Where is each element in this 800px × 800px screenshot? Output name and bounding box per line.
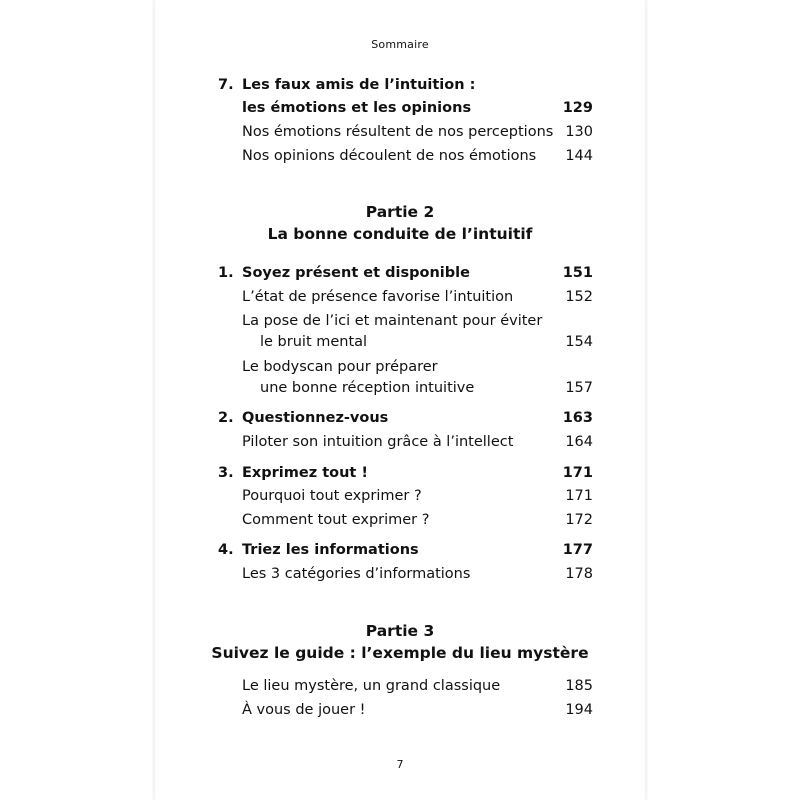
toc-entry[interactable] [155,485,645,507]
toc-entry[interactable] [155,509,645,531]
book-page [155,0,645,800]
entry-page: 130 [565,124,593,140]
toc-entry-line2[interactable] [155,377,645,399]
chapter-title: Exprimez tout ! [242,465,368,481]
entry-label: Nos opinions découlent de nos émotions [242,148,537,164]
entry-label: La pose de l’ici et maintenant pour éviter [242,313,543,329]
entry-label: Le lieu mystère, un grand classique [242,678,501,694]
toc-chapter-2[interactable] [155,407,645,429]
entry-label-line2: une bonne réception intuitive [260,380,475,396]
entry-label: Comment tout exprimer ? [242,512,430,528]
chapter-page: 151 [562,265,593,281]
chapter-page: 129 [562,100,593,116]
chapter-number: 2. [218,410,234,426]
chapter-number: 1. [218,265,234,281]
entry-label: Pourquoi tout exprimer ? [242,488,422,504]
entry-page: 157 [565,380,593,396]
toc-entry[interactable] [155,675,645,697]
toc-chapter-7-line2[interactable] [155,97,645,119]
entry-page: 164 [565,434,593,450]
toc-chapter-7[interactable] [155,74,645,96]
chapter-number: 3. [218,465,234,481]
part-label: Partie 2 [365,203,435,221]
entry-page: 171 [565,488,593,504]
entry-label: Le bodyscan pour préparer [242,359,438,375]
toc-entry[interactable] [155,431,645,453]
part-title: La bonne conduite de l’intuitif [267,225,533,243]
chapter-page: 177 [562,542,593,558]
entry-label: L’état de présence favorise l’intuition [242,289,514,305]
chapter-title-line2: les émotions et les opinions [242,100,472,116]
entry-page: 154 [565,334,593,350]
entry-label-line2: le bruit mental [260,334,368,350]
toc-entry[interactable] [155,145,645,167]
entry-page: 178 [565,566,593,582]
entry-label: Piloter son intuition grâce à l’intellect [242,434,514,450]
toc-entry[interactable] [155,310,645,332]
chapter-number: 4. [218,542,234,558]
part-label: Partie 3 [365,622,435,640]
toc-chapter-3[interactable] [155,462,645,484]
toc-entry[interactable] [155,286,645,308]
chapter-page: 171 [562,465,593,481]
toc-entry-line2[interactable] [155,331,645,353]
entry-page: 194 [565,702,593,718]
chapter-number: 7. [218,77,234,93]
entry-label: À vous de jouer ! [242,702,366,718]
entry-page: 185 [565,678,593,694]
entry-label: Les 3 catégories d’informations [242,566,471,582]
entry-page: 144 [565,148,593,164]
page-number: 7 [396,758,404,771]
toc-entry[interactable] [155,356,645,378]
chapter-title: Les faux amis de l’intuition : [242,77,476,93]
chapter-title: Triez les informations [242,542,419,558]
toc-entry[interactable] [155,699,645,721]
part-title: Suivez le guide : l’exemple du lieu mystère [211,644,589,662]
chapter-title: Soyez présent et disponible [242,265,470,281]
entry-page: 152 [565,289,593,305]
toc-entry[interactable] [155,121,645,143]
toc-chapter-1[interactable] [155,262,645,284]
running-head: Sommaire [371,38,429,51]
entry-page: 172 [565,512,593,528]
chapter-title: Questionnez-vous [242,410,389,426]
chapter-page: 163 [562,410,593,426]
toc-chapter-4[interactable] [155,539,645,561]
toc-entry[interactable] [155,563,645,585]
entry-label: Nos émotions résultent de nos perceptions [242,124,554,140]
